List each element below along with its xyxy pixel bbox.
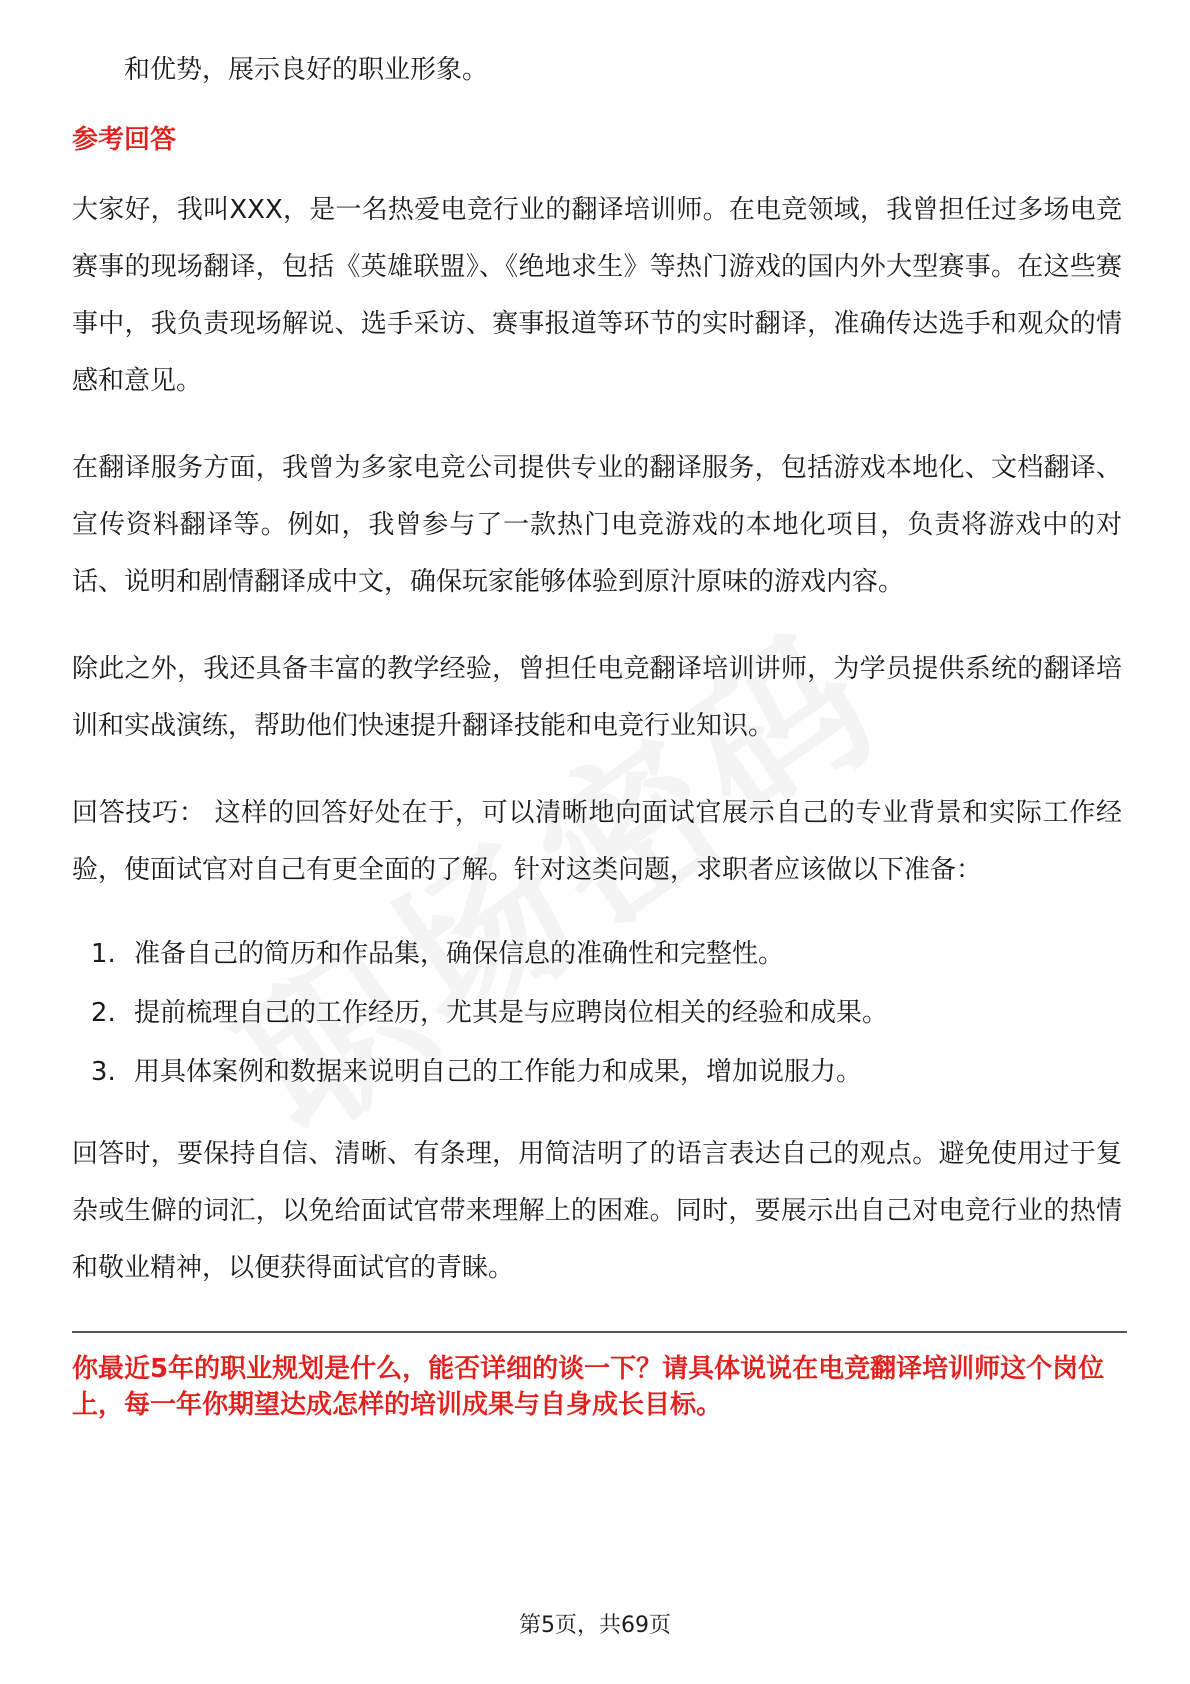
page-number: 第5页，共69页 (519, 1613, 671, 1638)
page-content (72, 44, 1122, 1423)
paragraph-translation-service: 在翻译服务方面，我曾为多家电竞公司提供专业的翻译服务，包括游戏本地化、文档翻译、宣传资料翻译等。例如，我曾参与了一款热门电竞游戏的本地化项目，负责将游戏中的对话、说明和剧情翻译成中文，确保玩家能够体验到原汁原味的游戏内容。 (72, 453, 1122, 597)
tips-list (72, 925, 1122, 1102)
paragraph-teaching: 除此之外，我还具备丰富的教学经验，曾担任电竞翻译培训讲师，为学员提供系统的翻译培训和实战演练，帮助他们快速提升翻译技能和电竞行业知识。 (72, 654, 1122, 741)
next-question: 你最近5年的职业规划是什么，能否详细的谈一下？请具体说说在电竞翻译培训师这个岗位上，每一年你期望达成怎样的培训成果与自身成长目标。 (72, 1354, 1105, 1420)
carryover-text: 和优势，展示良好的职业形象。 (124, 55, 489, 85)
paragraph-intro: 大家好，我叫XXX，是一名热爱电竞行业的翻译培训师。在电竞领域，我曾担任过多场电竞赛事的现场翻译，包括《英雄联盟》、《绝地求生》等热门游戏的国内外大型赛事。在这些赛事中，我负责现场解说、选手采访、赛事报道等环节的实时翻译，准确传达选手和观众的情感和意见。 (72, 195, 1122, 396)
paragraph-closing: 回答时，要保持自信、清晰、有条理，用简洁明了的语言表达自己的观点。避免使用过于复杂或生僻的词汇，以免给面试官带来理解上的困难。同时，要展示出自己对电竞行业的热情和敬业精神，以便获得面试官的青睐。 (72, 1139, 1122, 1283)
paragraph-tips-intro: 回答技巧： 这样的回答好处在于，可以清晰地向面试官展示自己的专业背景和实际工作经验，使面试官对自己有更全面的了解。针对这类问题，求职者应该做以下准备： (72, 798, 1122, 885)
list-item: 1. 准备自己的简历和作品集，确保信息的准确性和完整性。 (124, 925, 1122, 984)
divider (72, 1331, 1127, 1333)
list-item: 2. 提前梳理自己的工作经历，尤其是与应聘岗位相关的经验和成果。 (124, 984, 1122, 1043)
answer-label: 参考回答 (72, 125, 177, 155)
list-item: 3. 用具体案例和数据来说明自己的工作能力和成果，增加说服力。 (124, 1043, 1122, 1102)
